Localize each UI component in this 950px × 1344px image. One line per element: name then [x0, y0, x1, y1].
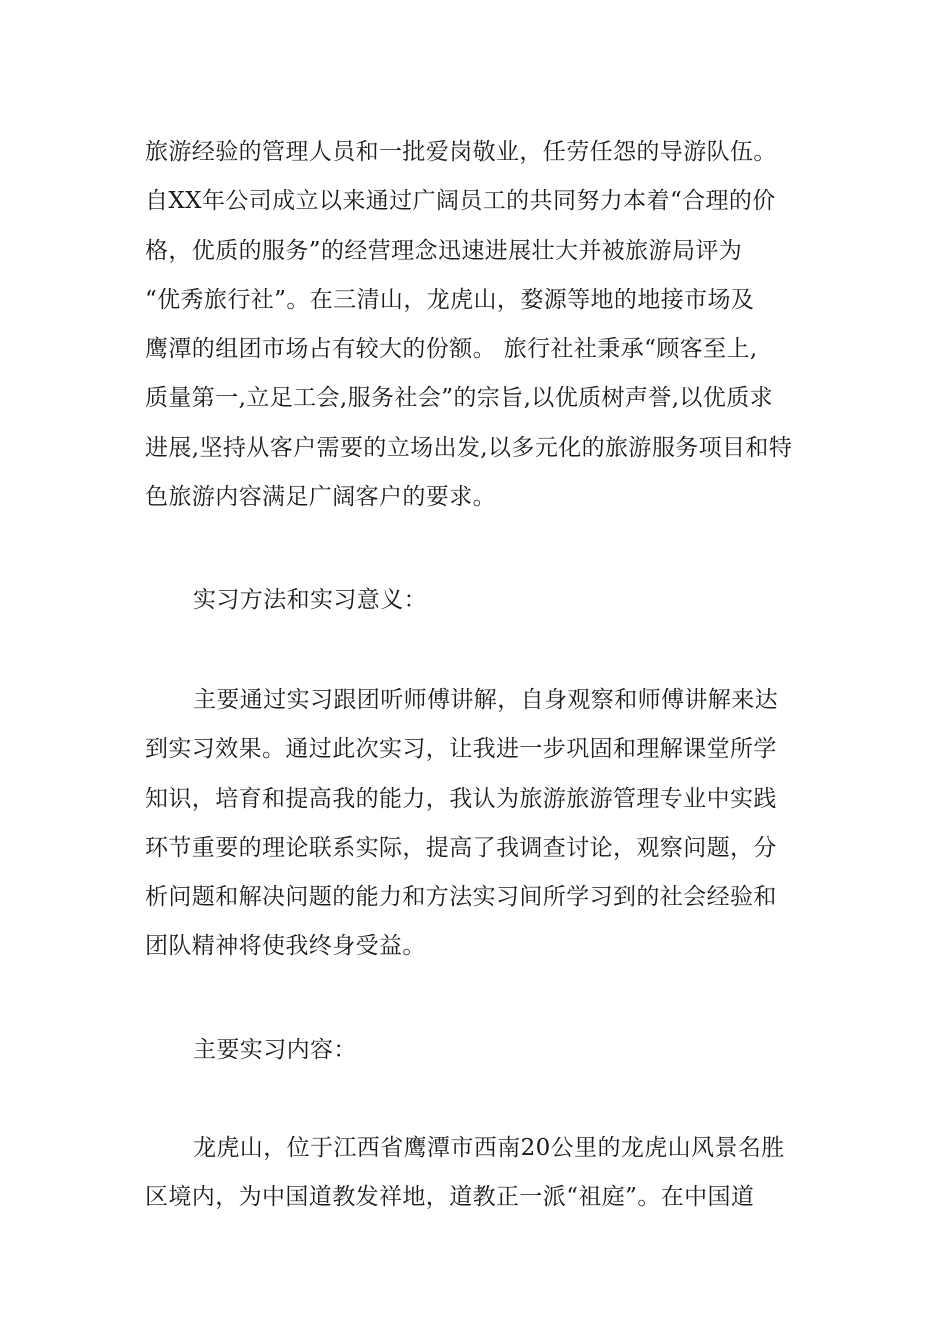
text-line: 鹰潭的组团市场占有较大的份额。 旅行社社秉承“顾客至上, [145, 336, 758, 363]
section-heading-content [145, 1026, 810, 1075]
paragraph-method [145, 676, 810, 972]
text-line: 色旅游内容满足广阔客户的要求。 [145, 484, 496, 511]
section-heading-method [145, 576, 810, 625]
text-line: 知识，培育和提高我的能力，我认为旅游旅游管理专业中实践 [145, 785, 777, 812]
text-line: 龙虎山，位于江西省鹰潭市西南20公里的龙虎山风景名胜 [193, 1135, 785, 1161]
text-line: 到实习效果。通过此次实习，让我进一步巩固和理解课堂所学 [145, 736, 777, 763]
text-line: 区境内，为中国道教发祥地，道教正一派“祖庭”。在中国道 [145, 1184, 755, 1211]
paragraph-content [145, 1124, 810, 1223]
text-line: “优秀旅行社”。在三清山，龙虎山，婺源等地的地接市场及 [145, 286, 755, 313]
text-line: 质量第一,立足工会,服务社会”的宗旨,以优质树声誉,以优质求 [145, 385, 774, 412]
heading-text: 实习方法和实习意义： [193, 587, 427, 613]
text-line: 旅游经验的管理人员和一批爱岗敬业，任劳任怨的导游队伍。 [145, 139, 777, 165]
text-line: 析问题和解决问题的能力和方法实习间所学习到的社会经验和 [145, 884, 777, 911]
text-line: 自XX年公司成立以来通过广阔员工的共同努力本着“合理的价 [145, 188, 776, 215]
paragraph-company-intro [145, 128, 810, 522]
heading-text: 主要实习内容： [193, 1037, 357, 1063]
text-line: 团队精神将使我终身受益。 [145, 933, 426, 960]
text-line: 环节重要的理论联系实际，提高了我调查讨论，观察问题，分 [145, 834, 777, 861]
text-line: 格，优质的服务”的经营理念迅速进展壮大并被旅游局评为 [145, 237, 743, 264]
text-line: 主要通过实习跟团听师傅讲解，自身观察和师傅讲解来达 [193, 687, 778, 713]
text-line: 进展,坚持从客户需要的立场出发,以多元化的旅游服务项目和特 [145, 434, 793, 461]
